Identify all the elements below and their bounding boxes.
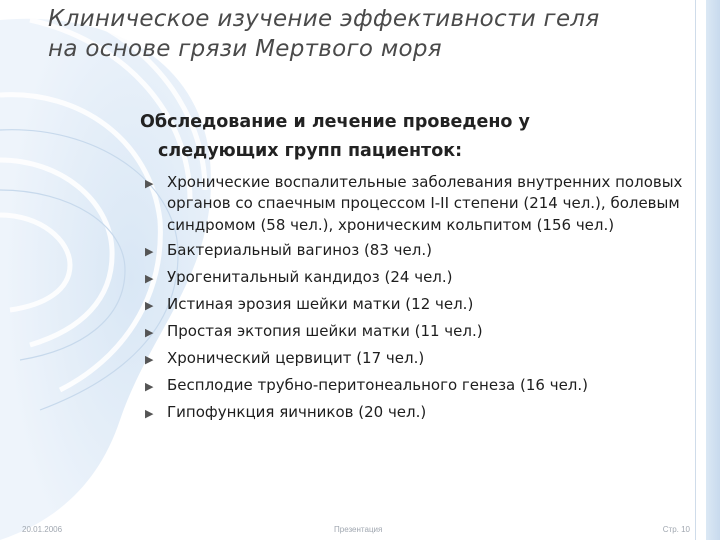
slide-title xyxy=(48,4,698,64)
list-item xyxy=(145,348,690,371)
list-item-text: Урогенитальный кандидоз (24 чел.) xyxy=(167,268,453,287)
triangle-right-icon: ▶ xyxy=(145,177,154,190)
footer-date: 20.01.2006 xyxy=(22,525,63,534)
right-divider-line xyxy=(695,0,696,540)
triangle-right-icon: ▶ xyxy=(145,272,154,286)
slide-title-line-2: на основе грязи Мертвого моря xyxy=(48,36,442,62)
patient-groups-list xyxy=(145,172,690,429)
triangle-right-icon: ▶ xyxy=(145,326,154,340)
list-item xyxy=(145,375,690,398)
lead-paragraph xyxy=(140,108,620,166)
list-item xyxy=(145,267,690,290)
lead-line-1: Обследование и лечение проведено у xyxy=(140,112,530,132)
footer-page-number: Стр. 10 xyxy=(662,525,690,534)
list-item xyxy=(145,321,690,344)
list-item-text: Бесплодие трубно-перитонеального генеза (16 чел.) xyxy=(167,376,589,395)
list-item-text: Хронический цервицит (17 чел.) xyxy=(167,349,425,368)
triangle-right-icon: ▶ xyxy=(145,299,154,313)
triangle-right-icon: ▶ xyxy=(145,245,154,259)
list-item-text: Хронические воспалительные заболевания внутренних половых органов со спаечным процессом I-II степени (214 чел.), болевым синдромом (58 чел.), хроническим кольпитом (156 чел.) xyxy=(167,173,683,234)
list-item-text: Истиная эрозия шейки матки (12 чел.) xyxy=(167,295,474,314)
triangle-right-icon: ▶ xyxy=(145,380,154,394)
list-item-text: Бактериальный вагиноз (83 чел.) xyxy=(167,241,432,260)
slide-title-line-1: Клиническое изучение эффективности геля xyxy=(48,6,600,32)
right-accent-bar xyxy=(706,0,720,540)
triangle-right-icon: ▶ xyxy=(145,407,154,421)
list-item-text: Простая эктопия шейки матки (11 чел.) xyxy=(167,322,483,341)
list-item xyxy=(145,294,690,317)
list-item xyxy=(145,172,690,236)
footer-presentation-label: Презентация xyxy=(334,525,383,534)
lead-line-2: следующих групп пациенток: xyxy=(158,141,463,161)
list-item xyxy=(145,402,690,425)
list-item xyxy=(145,240,690,263)
triangle-right-icon: ▶ xyxy=(145,353,154,367)
list-item-text: Гипофункция яичников (20 чел.) xyxy=(167,403,427,422)
